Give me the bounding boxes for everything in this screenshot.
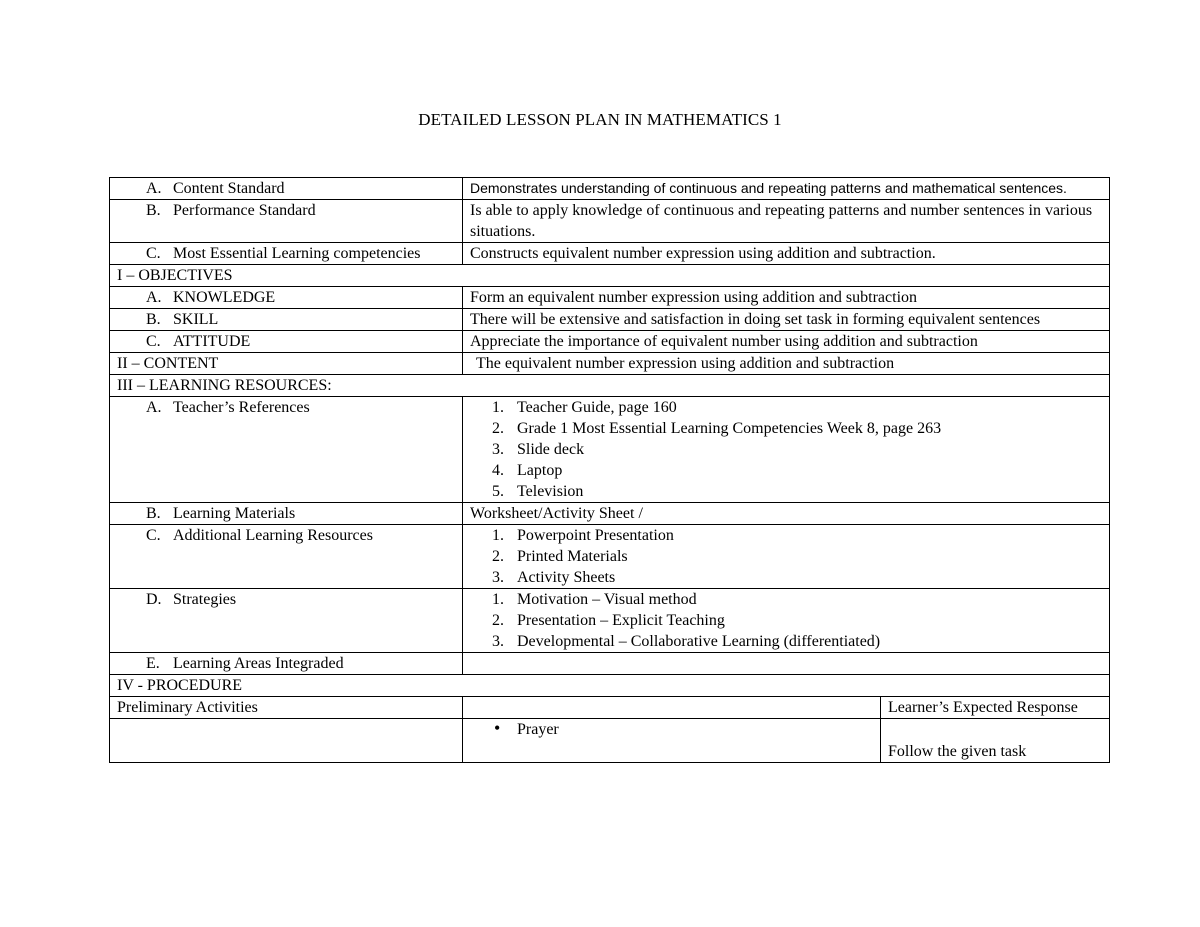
list-item: 4. Laptop: [508, 460, 1103, 481]
procedure-empty-cell: [110, 719, 463, 763]
lesson-plan-table: [109, 177, 1110, 763]
knowledge-value: Form an equivalent number expression using addition and subtraction: [463, 287, 1110, 309]
procedure-heading: IV - PROCEDURE: [110, 675, 1110, 697]
page-title: DETAILED LESSON PLAN IN MATHEMATICS 1: [418, 110, 782, 129]
list-item: 2. Presentation – Explicit Teaching: [508, 610, 1103, 631]
content-value: The equivalent number expression using addition and subtraction: [463, 353, 1110, 375]
list-item: 3. Activity Sheets: [508, 567, 1103, 588]
table-row: [110, 675, 1110, 697]
objectives-heading: I – OBJECTIVES: [110, 265, 1110, 287]
expected-response-header: Learner’s Expected Response: [881, 697, 1110, 719]
table-row: [110, 200, 1110, 243]
table-row: [110, 243, 1110, 265]
additional-resources-label: C. Additional Learning Resources: [110, 525, 463, 589]
table-row: [110, 309, 1110, 331]
table-row: [110, 653, 1110, 675]
table-row: [110, 397, 1110, 503]
list-item: 2. Printed Materials: [508, 546, 1103, 567]
list-item: 1. Motivation – Visual method: [508, 589, 1103, 610]
learning-materials-value: Worksheet/Activity Sheet /: [463, 503, 1110, 525]
teachers-references-label: A. Teacher’s References: [110, 397, 463, 503]
expected-response-cell: Follow the given task: [881, 719, 1110, 763]
list-item: 2. Grade 1 Most Essential Learning Competencies Week 8, page 263: [508, 418, 1103, 439]
list-item: 3. Slide deck: [508, 439, 1103, 460]
skill-label: B. SKILL: [110, 309, 463, 331]
list-item: 1. Teacher Guide, page 160: [508, 397, 1103, 418]
skill-value: There will be extensive and satisfaction in doing set task in forming equivalent sentences: [463, 309, 1110, 331]
table-row: [110, 353, 1110, 375]
list-item: • Prayer: [508, 719, 874, 740]
resources-heading: III – LEARNING RESOURCES:: [110, 375, 1110, 397]
integrated-areas-value: [463, 653, 1110, 675]
learning-materials-label: B. Learning Materials: [110, 503, 463, 525]
table-row: [110, 265, 1110, 287]
knowledge-label: A. KNOWLEDGE: [110, 287, 463, 309]
additional-resources-list: [463, 525, 1110, 589]
strategies-list: [463, 589, 1110, 653]
performance-standard-value: Is able to apply knowledge of continuous and repeating patterns and number sentences in various situations.: [463, 200, 1110, 243]
procedure-activity-cell: [463, 719, 881, 763]
content-heading: II – CONTENT: [110, 353, 463, 375]
strategies-label: D. Strategies: [110, 589, 463, 653]
list-item: 5. Television: [508, 481, 1103, 502]
table-row: [110, 719, 1110, 763]
table-row: [110, 287, 1110, 309]
attitude-label: C. ATTITUDE: [110, 331, 463, 353]
preliminary-activities-header: Preliminary Activities: [110, 697, 463, 719]
list-item: 3. Developmental – Collaborative Learning (differentiated): [508, 631, 1103, 652]
table-row: [110, 697, 1110, 719]
teachers-references-list: [463, 397, 1110, 503]
performance-standard-label: B. Performance Standard: [110, 200, 463, 243]
table-row: [110, 503, 1110, 525]
content-standard-value: Demonstrates understanding of continuous and repeating patterns and mathematical sentences.: [463, 178, 1110, 200]
table-row: [110, 525, 1110, 589]
competencies-value: Constructs equivalent number expression using addition and subtraction.: [463, 243, 1110, 265]
integrated-areas-label: E. Learning Areas Integraded: [110, 653, 463, 675]
table-row: [110, 375, 1110, 397]
list-item: 1. Powerpoint Presentation: [508, 525, 1103, 546]
table-row: [110, 589, 1110, 653]
procedure-activity-header: [463, 697, 881, 719]
attitude-value: Appreciate the importance of equivalent number using addition and subtraction: [463, 331, 1110, 353]
content-standard-label: A. Content Standard: [110, 178, 463, 200]
table-row: [110, 178, 1110, 200]
competencies-label: C. Most Essential Learning competencies: [110, 243, 463, 265]
table-row: [110, 331, 1110, 353]
